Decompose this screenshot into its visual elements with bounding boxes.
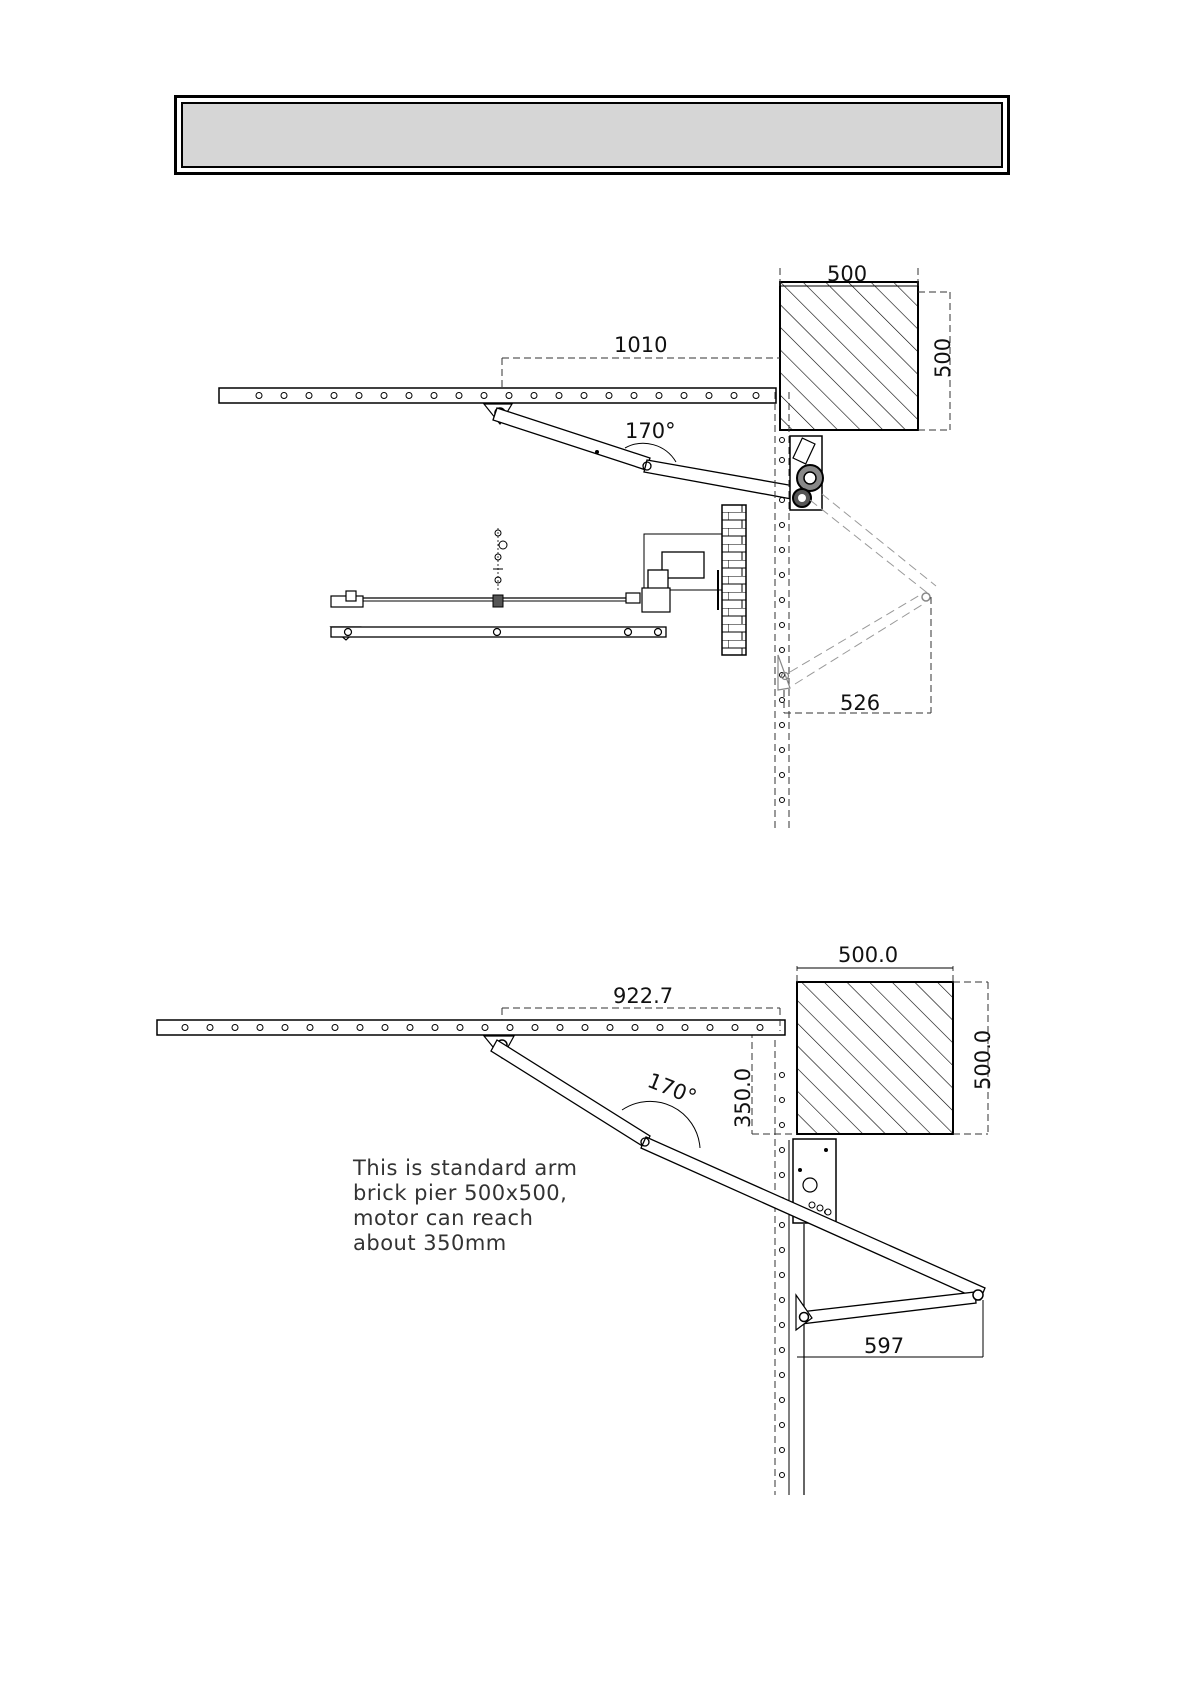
swing-label: 526: [840, 691, 881, 715]
arm-offset-dimension: [502, 358, 780, 388]
pier-width-label: 500: [827, 262, 868, 286]
motor-offset-label: 350.0: [731, 1067, 755, 1128]
brick-pier: [797, 982, 953, 1134]
gate-leaf: [157, 1020, 785, 1035]
exploded-assembly: [331, 505, 746, 655]
pier-width-label: 500.0: [838, 943, 899, 967]
diagram-2: [157, 943, 995, 1495]
gate-post: [775, 392, 789, 830]
gate-leaf: [219, 388, 776, 403]
angle-label: 170°: [644, 1068, 701, 1110]
pier-width-dimension: [797, 966, 953, 982]
note-line: This is standard arm: [353, 1156, 578, 1180]
arm-offset-label: 1010: [614, 333, 668, 357]
pier-height-label: 500.0: [971, 1029, 995, 1090]
note-line: about 350mm: [353, 1231, 507, 1255]
diagram-1: [219, 262, 955, 830]
open-position-arm: [778, 494, 936, 690]
note-line: brick pier 500x500,: [353, 1181, 568, 1205]
brick-pier: [780, 282, 918, 430]
motor-unit: [790, 436, 823, 510]
swing-label: 597: [864, 1334, 905, 1358]
arm-offset-label: 922.7: [613, 984, 674, 1008]
pier-height-label: 500: [931, 337, 955, 378]
installation-note: [352, 1156, 577, 1255]
angle-label: 170°: [625, 419, 676, 443]
note-line: motor can reach: [353, 1206, 534, 1230]
